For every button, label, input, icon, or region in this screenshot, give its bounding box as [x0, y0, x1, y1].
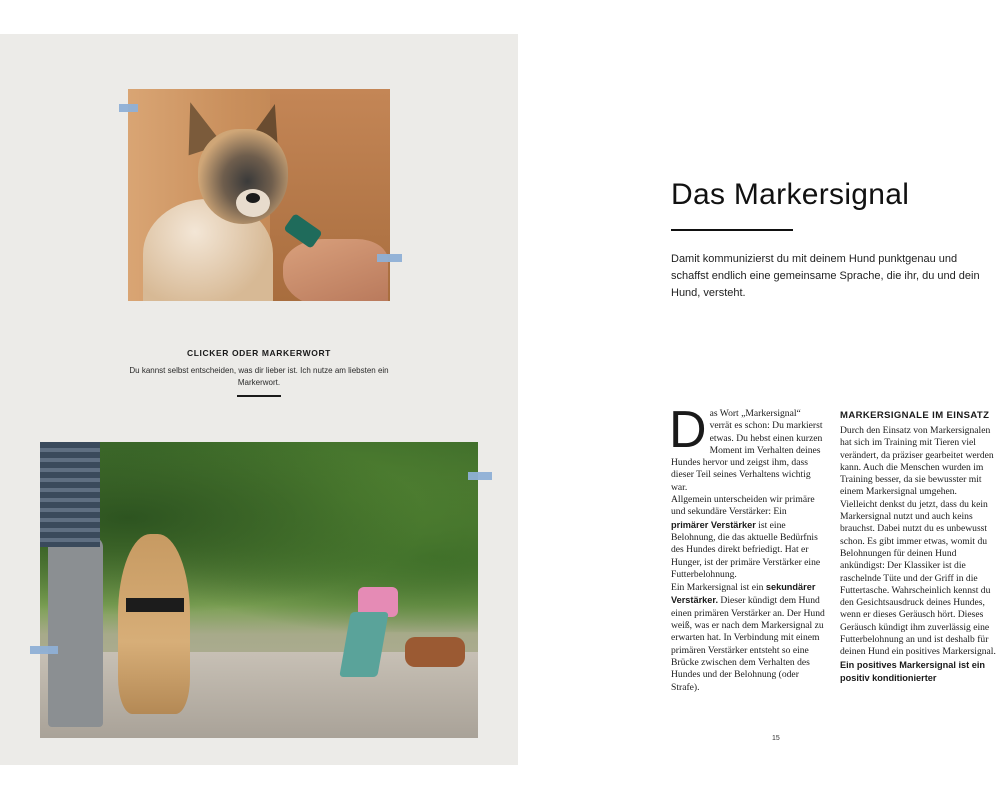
- bold-term: sekundärer Verstärker.: [671, 582, 816, 606]
- park-training-photo: [40, 442, 478, 738]
- left-page: [0, 34, 518, 765]
- caption-text: Du kannst selbst entscheiden, was dir lieber ist. Ich nutze am liebsten ein Markerwort.: [129, 366, 389, 387]
- page-heading: Das Markersignal: [671, 178, 910, 211]
- page-number: 15: [772, 735, 780, 742]
- heading-rule: [671, 229, 793, 231]
- paragraph: Dieser kündigt dem Hund einen primären Verstärker an. Der Hund weiß, was er nach dem Markersignal zu erwarten hat. In Verbindung mit einem primären Verstärker entsteht so eine Brücke zwischen dem Verhalten des Hundes und der Belohnung (oder Strafe).: [671, 595, 825, 693]
- bold-term: primärer Verstärker: [671, 519, 756, 530]
- tape-decoration: [30, 646, 58, 654]
- paragraph: Durch den Einsatz von Markersignalen hat sich im Training mit Tieren viel verändert, da präziser gearbeitet werden kann. Auch die Menschen wurden im Training besser, da sie bewusster mit einem Markersignal umgehen. Vielleicht denkst du jetzt, dass du kein Markersignal nutzt und auch keins brauchst. Dabei nutzt du es unbewusst schon. Es gibt immer etwas, womit du Belohnungen für deinen Hund ankündigst: Der Klassiker ist die raschelnde Tüte und der Griff in die Futtertasche. Wahrscheinlich kennst du den Gesichtsausdruck deines Hundes, wenn er dieses Geräusch hört. Dieses Geräusch kündigt ihm zuverlässig eine Futterbelohnung an und ist deshalb für deinen Hund ein positives Markersignal.: [840, 425, 996, 658]
- tape-decoration: [468, 472, 492, 480]
- dog-clicker-photo: [128, 89, 390, 301]
- paragraph: as Wort „Markersignal“ verrät es schon: Du markierst etwas. Du hebst einen kurzen Moment im Verhalten deines Hundes hervor und zeigst ihm, dass dieser Teil seines Verhaltens wichtig war.: [671, 408, 823, 493]
- intro-paragraph: Damit kommunizierst du mit deinem Hund punktgenau und schaffst endlich eine gemeinsame Sprache, die ihr, du und dein Hund, versteht.: [671, 253, 980, 299]
- body-column-1: [669, 401, 825, 694]
- section-heading: MARKERSIGNALE IM EINSATZ: [840, 410, 990, 421]
- tape-decoration: [377, 254, 402, 262]
- caption-rule: [237, 395, 281, 397]
- body-column-2: [840, 425, 996, 685]
- drop-cap: D: [669, 401, 707, 459]
- bold-term: Ein positives Markersignal ist ein positiv konditionierter: [840, 659, 986, 683]
- paragraph: ist eine Belohnung, die das aktuelle Bedürfnis des Hundes direkt befriedigt. Hat er Hunger, ist der primäre Verstärker eine Futterbelohnung.: [671, 519, 821, 580]
- tape-decoration: [119, 104, 138, 112]
- paragraph: Ein Markersignal ist ein: [671, 582, 766, 594]
- caption-title: CLICKER ODER MARKERWORT: [187, 348, 331, 358]
- paragraph: Allgemein unterscheiden wir primäre und sekundäre Verstärker: Ein: [671, 494, 815, 518]
